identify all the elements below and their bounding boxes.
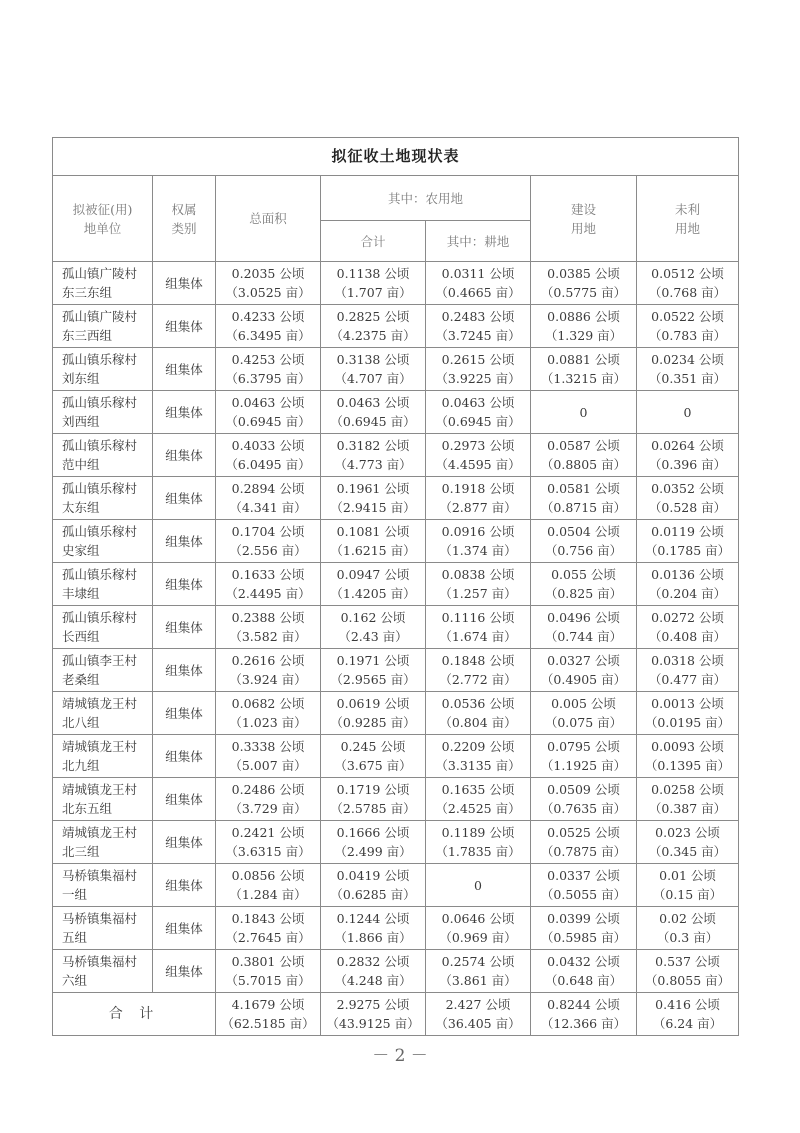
unit-cell: 马桥镇集福村 六组 (53, 950, 153, 993)
cultivated-cell: 0.0838 公顷 （1.257 亩） (426, 563, 531, 606)
unused-cell: 0.0272 公顷 （0.408 亩） (637, 606, 739, 649)
unit-cell: 孤山镇广陵村 东三西组 (53, 305, 153, 348)
unused-cell: 0.0119 公顷 （0.1785 亩） (637, 520, 739, 563)
agri-subtotal-cell: 0.1081 公顷 （1.6215 亩） (321, 520, 426, 563)
ownership-cell: 组集体 (153, 606, 216, 649)
construction-cell: 0.005 公顷 （0.075 亩） (531, 692, 637, 735)
total-total-cell: 4.1679 公顷 （62.5185 亩） (216, 993, 321, 1036)
table-row (53, 692, 739, 735)
total-area-cell: 0.1704 公顷 （2.556 亩） (216, 520, 321, 563)
cultivated-cell: 0.0646 公顷 （0.969 亩） (426, 907, 531, 950)
unused-cell: 0.0318 公顷 （0.477 亩） (637, 649, 739, 692)
agri-subtotal-cell: 0.1244 公顷 （1.866 亩） (321, 907, 426, 950)
agri-subtotal-cell: 0.0463 公顷 （0.6945 亩） (321, 391, 426, 434)
construction-cell: 0.0525 公顷 （0.7875 亩） (531, 821, 637, 864)
unused-cell: 0.0264 公顷 （0.396 亩） (637, 434, 739, 477)
table-row (53, 262, 739, 305)
construction-cell: 0.0399 公顷 （0.5985 亩） (531, 907, 637, 950)
table-row (53, 778, 739, 821)
total-area-cell: 0.2486 公顷 （3.729 亩） (216, 778, 321, 821)
total-area-cell: 0.0682 公顷 （1.023 亩） (216, 692, 321, 735)
header-unused: 未利 用地 (637, 176, 739, 262)
page-number: － 2 － (372, 1046, 428, 1066)
header-ownership: 权属 类别 (153, 176, 216, 262)
total-unused-cell: 0.416 公顷 （6.24 亩） (637, 993, 739, 1036)
unused-cell: 0.0512 公顷 （0.768 亩） (637, 262, 739, 305)
total-area-cell: 0.4033 公顷 （6.0495 亩） (216, 434, 321, 477)
construction-cell: 0.055 公顷 （0.825 亩） (531, 563, 637, 606)
table-row (53, 606, 739, 649)
cultivated-cell: 0.2483 公顷 （3.7245 亩） (426, 305, 531, 348)
total-area-cell: 0.0856 公顷 （1.284 亩） (216, 864, 321, 907)
table-row (53, 434, 739, 477)
ownership-cell: 组集体 (153, 477, 216, 520)
construction-cell: 0.0496 公顷 （0.744 亩） (531, 606, 637, 649)
ownership-cell: 组集体 (153, 950, 216, 993)
table-row (53, 907, 739, 950)
cultivated-cell: 0.1116 公顷 （1.674 亩） (426, 606, 531, 649)
construction-cell: 0.0881 公顷 （1.3215 亩） (531, 348, 637, 391)
unit-cell: 马桥镇集福村 一组 (53, 864, 153, 907)
unused-cell: 0.023 公顷 （0.345 亩） (637, 821, 739, 864)
total-area-cell: 0.2894 公顷 （4.341 亩） (216, 477, 321, 520)
cultivated-cell: 0.0916 公顷 （1.374 亩） (426, 520, 531, 563)
total-cult-cell: 2.427 公顷 （36.405 亩） (426, 993, 531, 1036)
cultivated-cell: 0.1635 公顷 （2.4525 亩） (426, 778, 531, 821)
total-label: 合 计 (53, 993, 216, 1036)
agri-subtotal-cell: 0.2825 公顷 （4.2375 亩） (321, 305, 426, 348)
header-agri-subtotal: 合计 (321, 221, 426, 262)
total-area-cell: 0.3801 公顷 （5.7015 亩） (216, 950, 321, 993)
ownership-cell: 组集体 (153, 735, 216, 778)
agri-subtotal-cell: 0.1138 公顷 （1.707 亩） (321, 262, 426, 305)
agri-subtotal-cell: 0.1719 公顷 （2.5785 亩） (321, 778, 426, 821)
cultivated-cell: 0 (426, 864, 531, 907)
total-area-cell: 0.3338 公顷 （5.007 亩） (216, 735, 321, 778)
ownership-cell: 组集体 (153, 434, 216, 477)
land-status-table (52, 137, 739, 1036)
total-area-cell: 0.2421 公顷 （3.6315 亩） (216, 821, 321, 864)
cultivated-cell: 0.2973 公顷 （4.4595 亩） (426, 434, 531, 477)
ownership-cell: 组集体 (153, 305, 216, 348)
total-area-cell: 0.0463 公顷 （0.6945 亩） (216, 391, 321, 434)
unused-cell: 0.0093 公顷 （0.1395 亩） (637, 735, 739, 778)
table-row (53, 563, 739, 606)
unused-cell: 0.0258 公顷 （0.387 亩） (637, 778, 739, 821)
ownership-cell: 组集体 (153, 692, 216, 735)
agri-subtotal-cell: 0.0947 公顷 （1.4205 亩） (321, 563, 426, 606)
cultivated-cell: 0.2209 公顷 （3.3135 亩） (426, 735, 531, 778)
total-area-cell: 0.2035 公顷 （3.0525 亩） (216, 262, 321, 305)
cultivated-cell: 0.0463 公顷 （0.6945 亩） (426, 391, 531, 434)
unused-cell: 0.02 公顷 （0.3 亩） (637, 907, 739, 950)
unit-cell: 靖城镇龙王村 北三组 (53, 821, 153, 864)
unused-cell: 0.0013 公顷 （0.0195 亩） (637, 692, 739, 735)
construction-cell: 0.0337 公顷 （0.5055 亩） (531, 864, 637, 907)
agri-subtotal-cell: 0.2832 公顷 （4.248 亩） (321, 950, 426, 993)
ownership-cell: 组集体 (153, 563, 216, 606)
table-row (53, 348, 739, 391)
ownership-cell: 组集体 (153, 391, 216, 434)
unit-cell: 靖城镇龙王村 北东五组 (53, 778, 153, 821)
construction-cell: 0.0587 公顷 （0.8805 亩） (531, 434, 637, 477)
header-total-area: 总面积 (216, 176, 321, 262)
table-row (53, 305, 739, 348)
agri-subtotal-cell: 0.3138 公顷 （4.707 亩） (321, 348, 426, 391)
construction-cell: 0 (531, 391, 637, 434)
agri-subtotal-cell: 0.0619 公顷 （0.9285 亩） (321, 692, 426, 735)
cultivated-cell: 0.2574 公顷 （3.861 亩） (426, 950, 531, 993)
agri-subtotal-cell: 0.0419 公顷 （0.6285 亩） (321, 864, 426, 907)
unit-cell: 靖城镇龙王村 北八组 (53, 692, 153, 735)
total-cons-cell: 0.8244 公顷 （12.366 亩） (531, 993, 637, 1036)
ownership-cell: 组集体 (153, 821, 216, 864)
cultivated-cell: 0.2615 公顷 （3.9225 亩） (426, 348, 531, 391)
unused-cell: 0.0234 公顷 （0.351 亩） (637, 348, 739, 391)
total-area-cell: 0.4233 公顷 （6.3495 亩） (216, 305, 321, 348)
unused-cell: 0.0522 公顷 （0.783 亩） (637, 305, 739, 348)
table-row (53, 821, 739, 864)
table-row (53, 649, 739, 692)
agri-subtotal-cell: 0.162 公顷 （2.43 亩） (321, 606, 426, 649)
ownership-cell: 组集体 (153, 864, 216, 907)
unit-cell: 孤山镇乐稼村 长西组 (53, 606, 153, 649)
header-construction: 建设 用地 (531, 176, 637, 262)
unused-cell: 0.0352 公顷 （0.528 亩） (637, 477, 739, 520)
cultivated-cell: 0.1189 公顷 （1.7835 亩） (426, 821, 531, 864)
cultivated-cell: 0.1918 公顷 （2.877 亩） (426, 477, 531, 520)
unused-cell: 0.0136 公顷 （0.204 亩） (637, 563, 739, 606)
table-row (53, 391, 739, 434)
table-title: 拟征收土地现状表 (53, 138, 739, 176)
construction-cell: 0.0327 公顷 （0.4905 亩） (531, 649, 637, 692)
agri-subtotal-cell: 0.1666 公顷 （2.499 亩） (321, 821, 426, 864)
unused-cell: 0.01 公顷 （0.15 亩） (637, 864, 739, 907)
unused-cell: 0 (637, 391, 739, 434)
table-row (53, 950, 739, 993)
total-area-cell: 0.1843 公顷 （2.7645 亩） (216, 907, 321, 950)
cultivated-cell: 0.0536 公顷 （0.804 亩） (426, 692, 531, 735)
construction-cell: 0.0795 公顷 （1.1925 亩） (531, 735, 637, 778)
header-agri-group: 其中：农用地 (321, 176, 531, 221)
unit-cell: 孤山镇乐稼村 太东组 (53, 477, 153, 520)
construction-cell: 0.0432 公顷 （0.648 亩） (531, 950, 637, 993)
construction-cell: 0.0385 公顷 （0.5775 亩） (531, 262, 637, 305)
ownership-cell: 组集体 (153, 907, 216, 950)
ownership-cell: 组集体 (153, 778, 216, 821)
unit-cell: 孤山镇李王村 老桑组 (53, 649, 153, 692)
ownership-cell: 组集体 (153, 348, 216, 391)
header-cultivated: 其中：耕地 (426, 221, 531, 262)
agri-subtotal-cell: 0.3182 公顷 （4.773 亩） (321, 434, 426, 477)
total-area-cell: 0.1633 公顷 （2.4495 亩） (216, 563, 321, 606)
total-area-cell: 0.4253 公顷 （6.3795 亩） (216, 348, 321, 391)
agri-subtotal-cell: 0.1971 公顷 （2.9565 亩） (321, 649, 426, 692)
unit-cell: 孤山镇乐稼村 刘西组 (53, 391, 153, 434)
construction-cell: 0.0509 公顷 （0.7635 亩） (531, 778, 637, 821)
cultivated-cell: 0.1848 公顷 （2.772 亩） (426, 649, 531, 692)
unit-cell: 靖城镇龙王村 北九组 (53, 735, 153, 778)
unit-cell: 孤山镇乐稼村 范中组 (53, 434, 153, 477)
header-unit: 拟被征(用) 地单位 (53, 176, 153, 262)
unit-cell: 孤山镇乐稼村 刘东组 (53, 348, 153, 391)
table-row (53, 477, 739, 520)
total-area-cell: 0.2388 公顷 （3.582 亩） (216, 606, 321, 649)
table-row (53, 864, 739, 907)
total-row (53, 993, 739, 1036)
unit-cell: 孤山镇乐稼村 丰埭组 (53, 563, 153, 606)
agri-subtotal-cell: 0.245 公顷 （3.675 亩） (321, 735, 426, 778)
table-row (53, 735, 739, 778)
total-agri-cell: 2.9275 公顷 （43.9125 亩） (321, 993, 426, 1036)
table-row (53, 520, 739, 563)
construction-cell: 0.0581 公顷 （0.8715 亩） (531, 477, 637, 520)
construction-cell: 0.0504 公顷 （0.756 亩） (531, 520, 637, 563)
cultivated-cell: 0.0311 公顷 （0.4665 亩） (426, 262, 531, 305)
unit-cell: 孤山镇乐稼村 史家组 (53, 520, 153, 563)
total-area-cell: 0.2616 公顷 （3.924 亩） (216, 649, 321, 692)
unit-cell: 马桥镇集福村 五组 (53, 907, 153, 950)
ownership-cell: 组集体 (153, 262, 216, 305)
unit-cell: 孤山镇广陵村 东三东组 (53, 262, 153, 305)
construction-cell: 0.0886 公顷 （1.329 亩） (531, 305, 637, 348)
agri-subtotal-cell: 0.1961 公顷 （2.9415 亩） (321, 477, 426, 520)
unused-cell: 0.537 公顷 （0.8055 亩） (637, 950, 739, 993)
ownership-cell: 组集体 (153, 520, 216, 563)
ownership-cell: 组集体 (153, 649, 216, 692)
